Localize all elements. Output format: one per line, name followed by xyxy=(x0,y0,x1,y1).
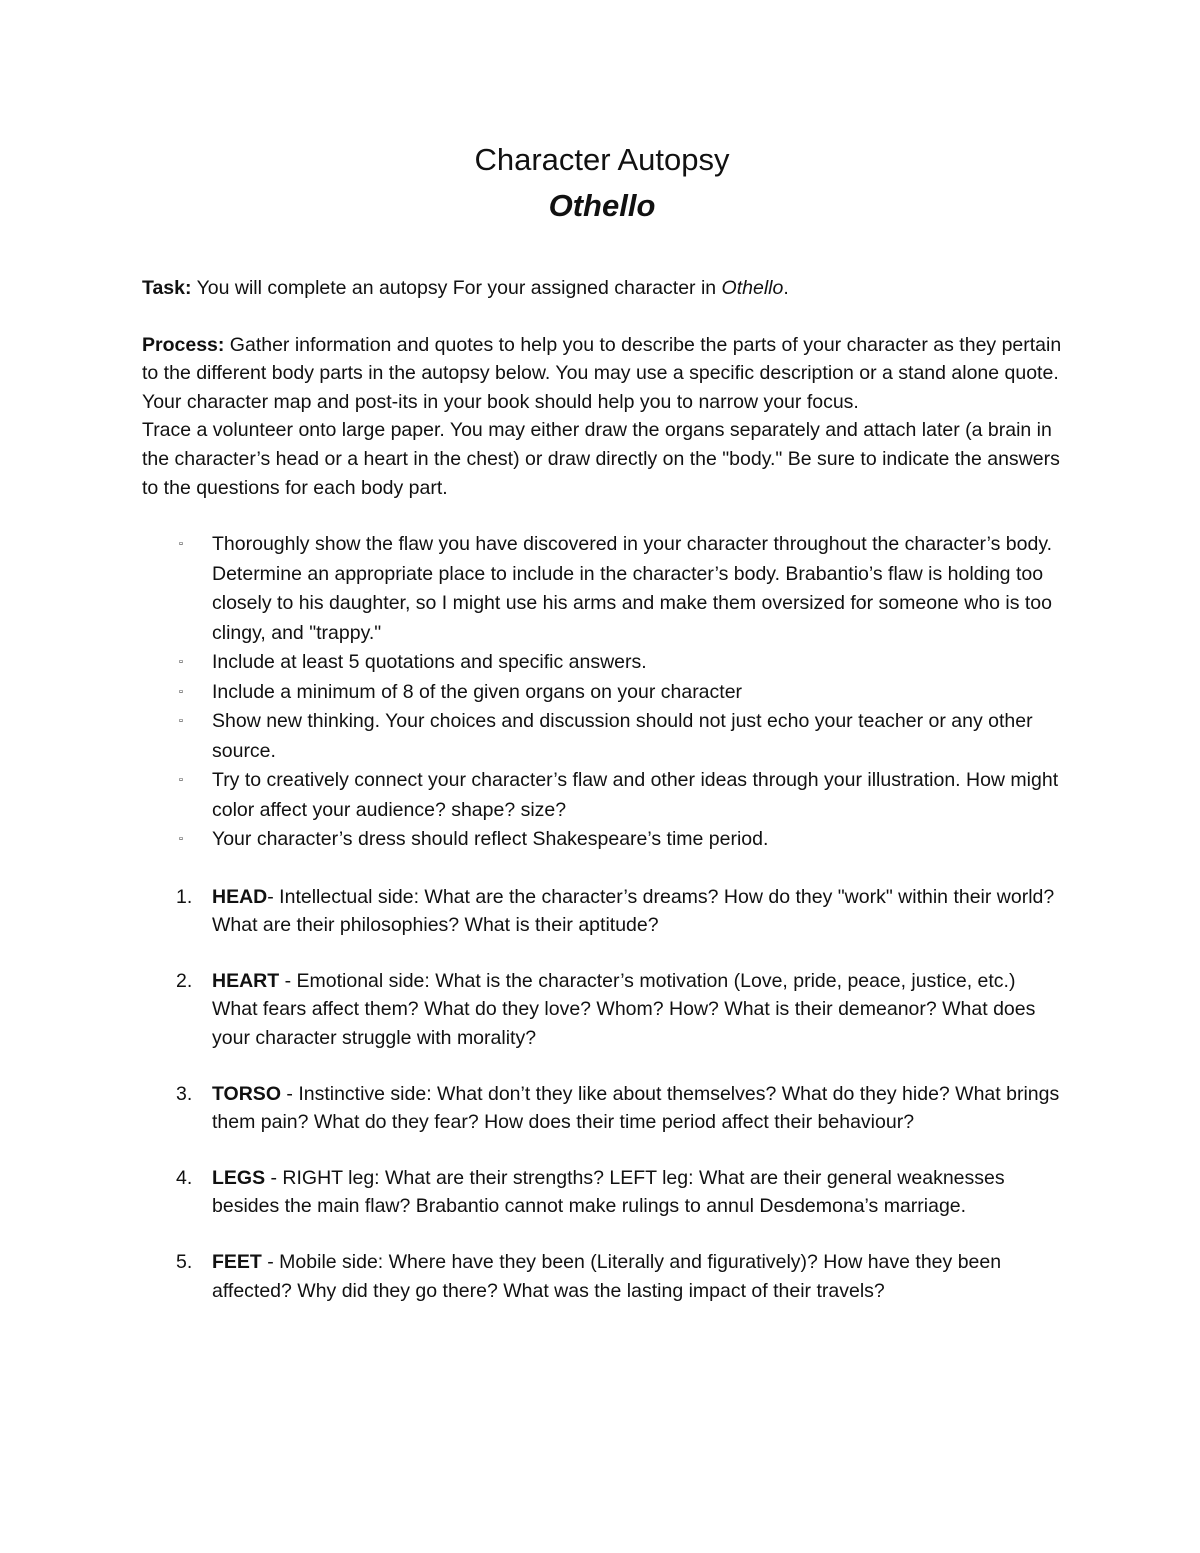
task-label: Task: xyxy=(142,277,192,299)
organ-description: - RIGHT leg: What are their strengths? LEFT leg: What are their general weaknesses besides the main flaw? Brabantio cannot make rulings to annul Desdemona’s marriage. xyxy=(212,1166,1005,1218)
trace-paragraph: Trace a volunteer onto large paper. You may either draw the organs separately and attach later (a brain in the character’s head or a heart in the chest) or draw directly on the "body." Be sure to indicate the answers to the questions for each body part. xyxy=(142,419,1060,499)
document-page xyxy=(142,140,1062,1332)
organ-item-feet xyxy=(142,1248,1062,1305)
organ-name: HEART xyxy=(212,969,280,992)
list-item-text: Your character’s dress should reflect Shakespeare’s time period. xyxy=(212,828,769,851)
requirements-list xyxy=(142,530,1062,855)
organ-description: - Emotional side: What is the character’s motivation (Love, pride, peace, justice, etc.) What fears affect them? What do they love? Whom? How? What is their demeanor? What does your character struggle with morality? xyxy=(212,969,1036,1050)
organ-item-torso xyxy=(142,1080,1062,1137)
process-text: Gather information and quotes to help you to describe the parts of your character as they pertain to the different body parts in the autopsy below. You may use a specific description or a stand alone quote. Your character map and post-its in your book should help you to narrow your focus. xyxy=(142,333,1062,413)
list-item xyxy=(142,707,1062,766)
list-item-text: Try to creatively connect your character’s flaw and other ideas through your illustration. How might color affect your audience? shape? size? xyxy=(212,769,1059,821)
list-item xyxy=(142,766,1062,825)
organ-number: 2. xyxy=(176,969,193,992)
organ-description: - Intellectual side: What are the character’s dreams? How do they "work" within their world? What are their philosophies? What is their aptitude? xyxy=(212,885,1055,937)
list-item xyxy=(142,530,1062,648)
square-bullet-icon: ▫ xyxy=(179,538,183,551)
organ-name: HEAD xyxy=(212,885,268,908)
organ-number: 4. xyxy=(176,1166,193,1189)
list-item xyxy=(142,648,1062,678)
square-bullet-icon: ▫ xyxy=(179,656,183,669)
list-item xyxy=(142,678,1062,708)
task-end: . xyxy=(783,277,789,299)
square-bullet-icon: ▫ xyxy=(179,685,183,698)
organ-item-legs xyxy=(142,1164,1062,1221)
organ-name: TORSO xyxy=(212,1082,281,1105)
process-paragraph xyxy=(142,331,1062,417)
list-item-text: Show new thinking. Your choices and discussion should not just echo your teacher or any other source. xyxy=(212,710,1033,762)
list-item-text: Include a minimum of 8 of the given organs on your character xyxy=(212,680,743,703)
square-bullet-icon: ▫ xyxy=(179,774,183,787)
organ-item-heart xyxy=(142,967,1062,1053)
organ-description: - Mobile side: Where have they been (Literally and figuratively)? How have they been affected? Why did they go there? What was the lasting impact of their travels? xyxy=(212,1251,1002,1302)
task-work-title: Othello xyxy=(721,277,784,299)
organ-number: 3. xyxy=(176,1082,193,1105)
organ-description: - Instinctive side: What don’t they like about themselves? What do they hide? What brings them pain? What do they fear? How does their time period affect their behaviour? xyxy=(212,1082,1060,1134)
document-subtitle: Othello xyxy=(548,188,656,223)
list-item-text: Include at least 5 quotations and specific answers. xyxy=(212,651,647,674)
organ-number: 1. xyxy=(176,885,193,908)
organ-name: LEGS xyxy=(212,1166,266,1189)
organ-item-head xyxy=(142,883,1062,940)
square-bullet-icon: ▫ xyxy=(179,715,183,728)
list-item xyxy=(142,825,1062,855)
document-title: Character Autopsy xyxy=(474,142,730,177)
organs-list xyxy=(142,883,1062,1306)
process-label: Process: xyxy=(142,333,225,356)
organ-number: 5. xyxy=(176,1251,193,1273)
square-bullet-icon: ▫ xyxy=(179,833,183,846)
organ-name: FEET xyxy=(212,1251,262,1273)
task-paragraph xyxy=(142,274,1062,303)
task-text: You will complete an autopsy For your assigned character in xyxy=(191,277,722,299)
list-item-text: Thoroughly show the flaw you have discovered in your character throughout the character’s body. Determine an appropriate place to include in the character’s body. Brabantio’s flaw is holding too closely to his daughter, so I might use his arms and make them oversized for someone who is too clingy, and "trappy." xyxy=(212,533,1053,644)
